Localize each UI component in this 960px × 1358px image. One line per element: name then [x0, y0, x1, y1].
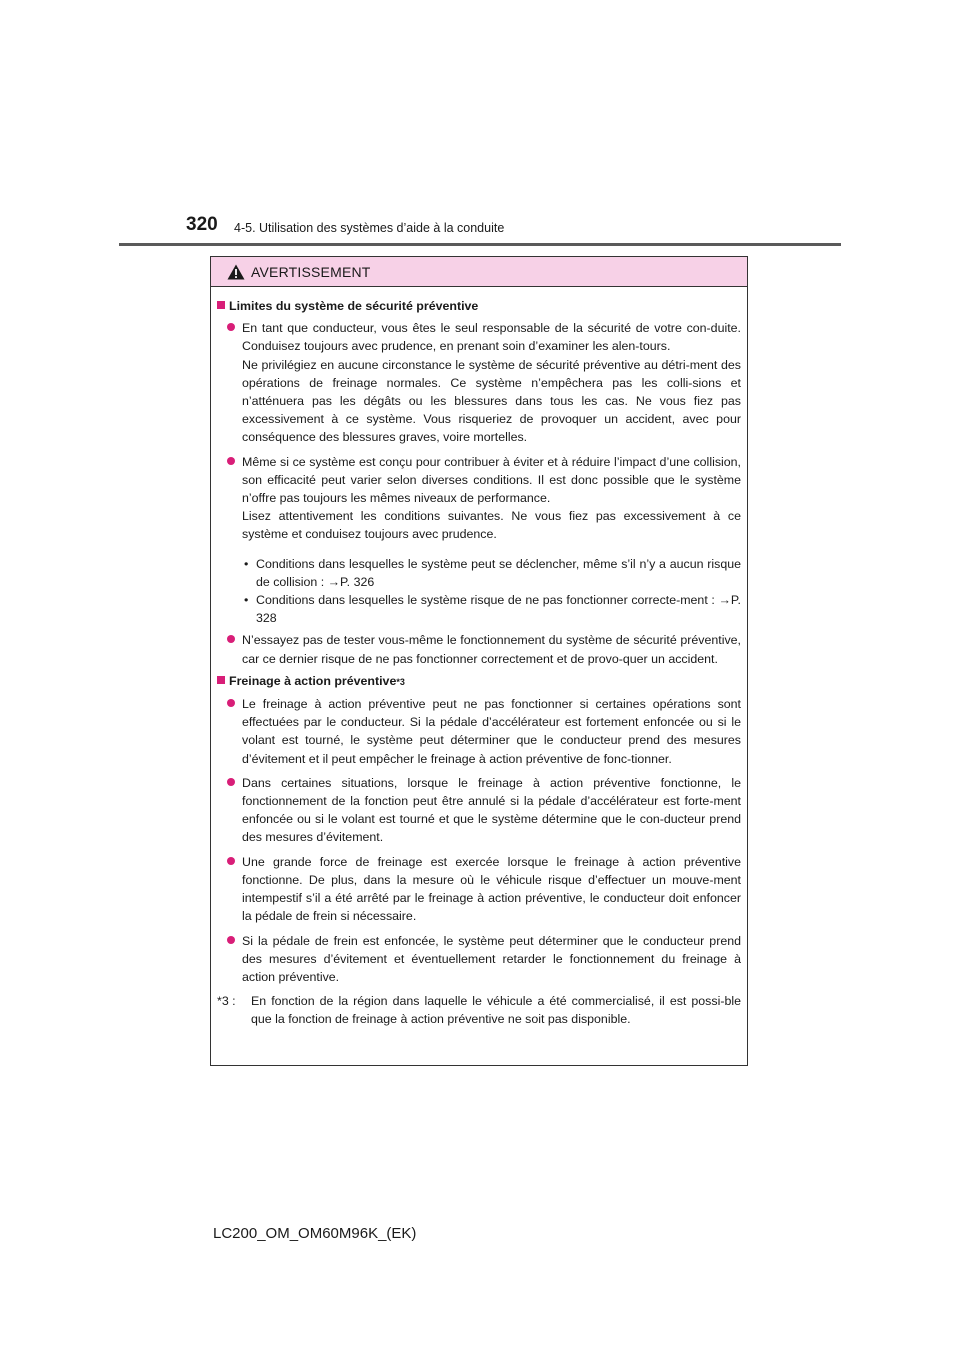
dot-icon	[227, 635, 235, 643]
paragraph: Même si ce système est conçu pour contribuer à éviter et à réduire l’impact d’une collision, son efficacité peut varier selon diverses conditions. Il est donc possible que le système n’offre pas toujours les mêmes niveaux de performance.	[242, 454, 741, 506]
section-heading-text: Limites du système de sécurité préventive	[229, 299, 479, 313]
dot-icon	[227, 457, 235, 465]
footnote-reference: *3	[396, 676, 405, 687]
paragraph: Lisez attentivement les conditions suivantes. Ne vous fiez pas excessivement à ce système et conduisez toujours avec prudence.	[242, 509, 741, 542]
section-heading-text: Freinage à action préventive	[229, 673, 397, 688]
footnote-text: En fonction de la région dans laquelle le véhicule a été commercialisé, il est possi-ble que la fonction de freinage à action préventive ne soit pas disponible.	[251, 994, 741, 1027]
header-divider	[119, 243, 841, 246]
section-title: 4-5. Utilisation des systèmes d’aide à la conduite	[234, 221, 505, 235]
sub-item-text: Conditions dans lesquelles le système risque de ne pas fonctionner correcte-ment : →P. 328	[256, 593, 741, 626]
list-item	[227, 853, 741, 926]
section-heading	[217, 672, 741, 691]
document-code: LC200_OM_OM60M96K_(EK)	[213, 1225, 417, 1242]
list-item	[227, 695, 741, 768]
paragraph: Si la pédale de frein est enfoncée, le système peut déterminer que le conducteur prend des mesures d’évitement et éventuellement retarder le fonctionnement du freinage à action préventive.	[242, 933, 741, 984]
paragraph: Ne privilégiez en aucune circonstance le système de sécurité préventive au détri-ment des opérations de freinage normales. Ce système n’empêchera pas les colli-sions et n’atténuera pas les dégâts ou les blessures dans tous les cas. Ne vous fiez pas excessivement à ce système. Vous risqueriez de provoquer un accident, avec pour conséquence des blessures graves, voire mortelles.	[242, 357, 741, 445]
square-icon	[217, 676, 225, 684]
list-item	[227, 774, 741, 847]
paragraph: Le freinage à action préventive peut ne pas fonctionner si certaines opérations sont effectuées par le conducteur. Si la pédale d’accélérateur est fortement enfoncée ou si le volant est tourné, le système peut déterminer que le conducteur prend des mesures d’évitement et il peut empêcher le freinage à action préventive de fonc-tionner.	[242, 697, 741, 766]
sub-list-item	[244, 555, 741, 591]
dot-icon	[227, 857, 235, 865]
dot-icon	[227, 936, 235, 944]
dot-icon	[227, 323, 235, 331]
dot-icon	[227, 699, 235, 707]
list-item	[227, 319, 741, 446]
footnote-mark: *3 :	[217, 994, 236, 1009]
page-number: 320	[186, 214, 218, 235]
warning-box	[210, 256, 748, 1066]
list-item	[227, 453, 741, 549]
warning-body	[211, 287, 747, 1029]
paragraph: N’essayez pas de tester vous-même le fonctionnement du système de sécurité préventive, car ce dernier risque de ne pas fonctionner correctement et de provo-quer un accident.	[242, 633, 741, 666]
square-icon	[217, 301, 225, 309]
list-item	[227, 932, 741, 987]
warning-title: AVERTISSEMENT	[251, 263, 371, 280]
sub-bullet-marker: •	[244, 593, 249, 608]
list-item	[227, 631, 741, 667]
warning-header	[211, 257, 747, 287]
paragraph: Une grande force de freinage est exercée lorsque le freinage à action préventive fonctionne. De plus, dans la mesure où le véhicule risque d’effectuer un mouve-ment intempestif s’il a été arrêté par le freinage à action préventive, le conducteur doit enfoncer la pédale de frein si nécessaire.	[242, 854, 741, 924]
sub-bullet-marker: •	[244, 556, 249, 571]
sub-list-item	[244, 591, 741, 627]
dot-icon	[227, 778, 235, 786]
warning-triangle-icon	[227, 264, 245, 280]
sub-item-text: Conditions dans lesquelles le système peut se déclencher, même s’il n’y a aucun risque de collision : →P. 326	[256, 556, 741, 589]
paragraph: Dans certaines situations, lorsque le freinage à action préventive fonctionne, le fonctionnement de la fonction peut être annulé si la pédale d’accélérateur est forte-ment enfoncée ou si le volant est tourné et que le système détermine que le con-ducteur prend des mesures d’évitement.	[242, 775, 741, 845]
section-heading	[217, 297, 741, 315]
footnote	[217, 992, 741, 1028]
paragraph: En tant que conducteur, vous êtes le seul responsable de la sécurité de votre con-duite. Conduisez toujours avec prudence, en prenant soin d’examiner les alen-tours.	[242, 321, 741, 354]
